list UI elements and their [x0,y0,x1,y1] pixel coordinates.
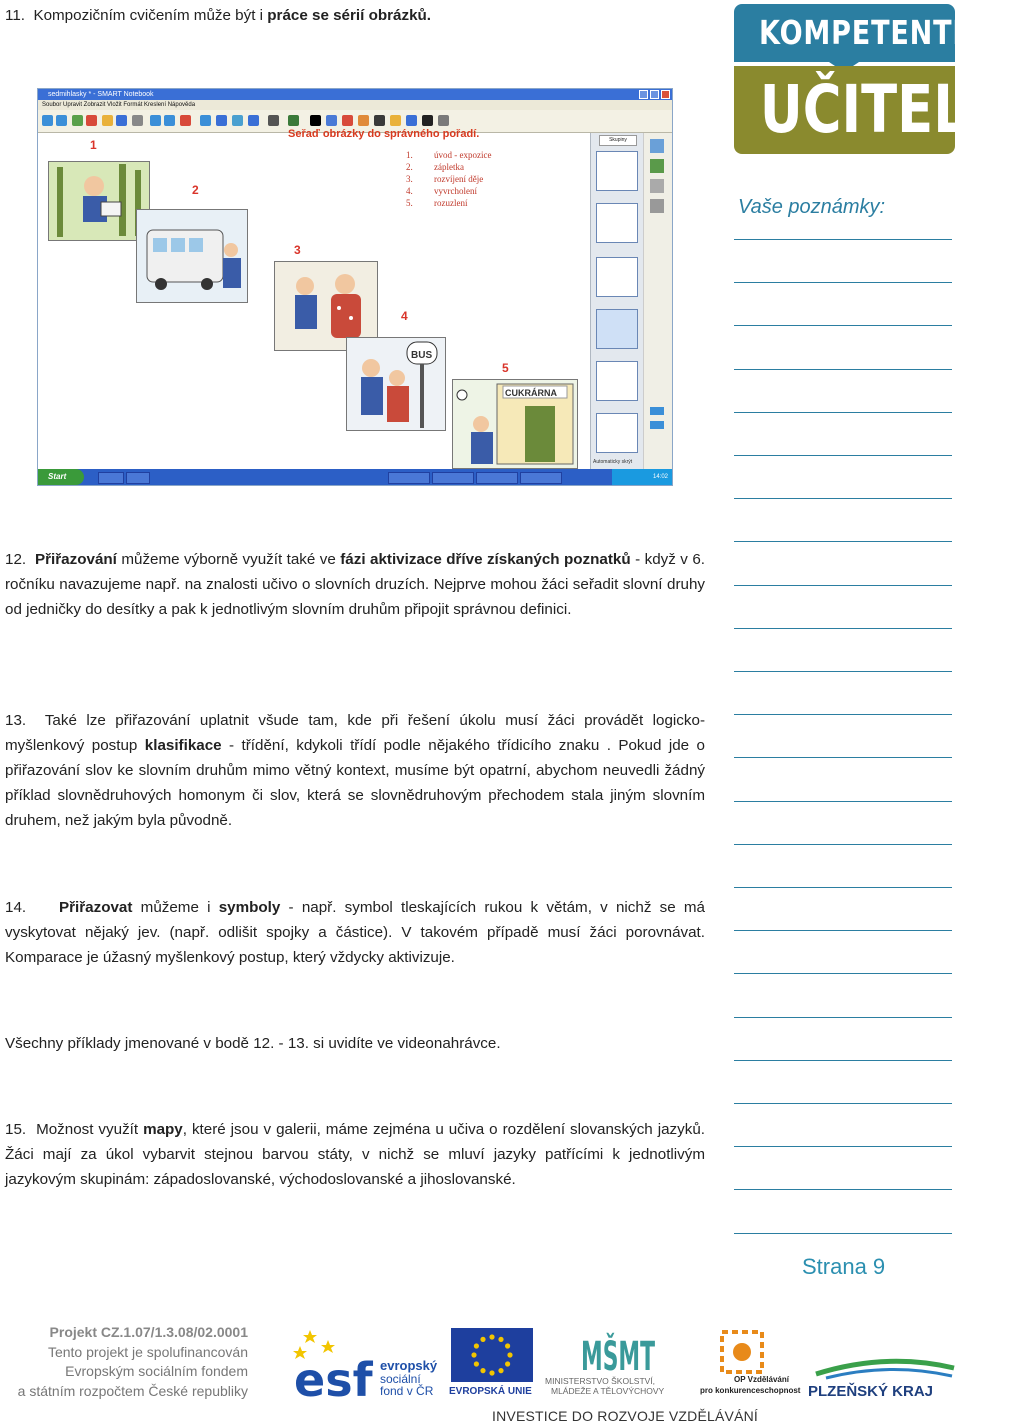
display-icon [216,115,227,126]
note-line [734,282,952,283]
item-11: 11. Kompozičním cvičením může být i práce se sérií obrázků. [5,7,432,24]
page-thumb-23 [596,413,638,453]
pic-number-4: 4 [401,309,408,323]
page-sorter [590,133,643,469]
open-icon [102,115,113,126]
select-icon [310,115,321,126]
svg-text:fond v ČR: fond v ČR [380,1384,434,1398]
note-line [734,412,952,413]
capture-icon [248,115,259,126]
svg-text:PLZEŇSKÝ KRAJ: PLZEŇSKÝ KRAJ [808,1383,934,1400]
note-line [734,369,952,370]
attachments-tab-icon [650,179,664,193]
smart-notebook-screenshot [37,88,673,486]
pic-number-5: 5 [502,361,509,375]
note-line [734,930,952,931]
eu-flag-icon [449,1326,535,1396]
picture-4 [346,337,446,431]
kompetentni-ucitel-logo [734,4,987,154]
eu-star [480,1337,485,1342]
taskbar-item [388,472,430,484]
note-line [734,1233,952,1234]
taskbar-item [432,472,474,484]
delete-icon [180,115,191,126]
plzensky-kraj-logo [806,1356,956,1398]
investice-slogan: INVESTICE DO ROZVOJE VZDĚLÁVÁNÍ [492,1408,759,1424]
msmt-logo [543,1326,717,1396]
eu-star [507,1352,512,1357]
gallery-tab-icon [650,159,664,173]
arrow-left-icon [650,407,664,415]
screen-shade-icon [200,115,211,126]
pk-swoosh-icon [806,1356,956,1398]
eu-star [505,1343,510,1348]
close-icon [661,90,670,99]
item-12: 12. Přiřazování můžeme výborně využít také ve fázi aktivizace dříve získaných poznatků - když v 6. ročníku navazujeme např. na znalosti učivo o slovních druzích. Nejprve mohou žáci seřadit slovní druhy od jedničky do desítky a pak k jednotlivým slovním druhům připojit správnou definici. [5,551,705,618]
fill-icon [406,115,417,126]
esf-stars-icon [292,1326,442,1407]
note-line [734,1146,952,1147]
media-icon [288,115,299,126]
item-15: 15. Možnost využít mapy, které jsou v galerii, máme zejména u učiva o rozdělení slovanských jazyků. Žáci mají za úkol vybarvit stejnou barvou státy, v nichž se mluví jazyky patřícími k jednotlivým jazykovým skupinám: západoslovanské, východoslovanské a jihoslovanské. [5,1121,705,1188]
picture-1 [48,161,150,241]
system-tray-clock: 14:02 [612,469,672,485]
delete-page-icon [86,115,97,126]
note-line [734,585,952,586]
svg-text:EVROPSKÁ UNIE: EVROPSKÁ UNIE [449,1386,532,1397]
note-line [734,1189,952,1190]
camera-icon [268,115,279,126]
note-line [734,844,952,845]
note-line [734,757,952,758]
svg-text:MŠMT: MŠMT [581,1334,717,1380]
eu-star [471,1352,476,1357]
eu-star [489,1370,494,1375]
note-line [734,801,952,802]
bus-stop-illustration [137,210,247,302]
page-thumb-21 [596,309,638,349]
page-thumb-18 [596,151,638,191]
minimize-icon [639,90,648,99]
eu-star [480,1368,485,1373]
svg-text:evropský: evropský [380,1358,438,1373]
eu-logo [449,1326,535,1396]
page-thumb-20 [596,257,638,297]
paste-icon [132,115,143,126]
shop-sign-text: CUKRÁRNA [505,388,557,398]
note-line [734,455,952,456]
note-line [734,973,952,974]
notes-title: Vaše poznámky: [738,196,886,218]
note-line [734,325,952,326]
item-13: 13. Také lze přiřazování uplatnit všude tam, kde při řešení úkolu musí žáci provádět logicko-myšlenkový postup klasifikace - třídění, kdykoli třídí podle nějakého třídicího znaku . Pokud jde o přiřazování slov ke slovním druhům mimo větný kontext, musíme být opatrní, abychom neuvedli žádný příklad slovnědruhových homonym či slov, která se slovnědruhovým přechodem stala jiným slovním druhem, než jakým byla původně. [5,712,705,829]
logo-bottom: UČITEL [734,66,955,154]
table-icon [232,115,243,126]
pic-number-3: 3 [294,243,301,257]
postman-forest-illustration [49,162,149,240]
note-line [734,239,952,240]
note-line [734,541,952,542]
video-note: Všechny příklady jmenované v bodě 12. - 13. si uvidíte ve videonahrávce. [5,1035,501,1052]
esf-wordmark: esf [294,1353,373,1407]
item-14: 14. Přiřazovat můžeme i symboly - např. symbol tleskajících rukou k větám, v nichž se má vyskytovat nějaký jev. (např. odlišit spojky a částice). V takovém případě musí žáci porovnávat. Komparace je úžasný myšlenkový postup, který vždycky aktivizuje. [5,899,705,966]
note-line [734,628,952,629]
note-line [734,714,952,715]
taskbar-item [476,472,518,484]
eu-star [498,1368,503,1373]
eraser-icon [358,115,369,126]
pic-number-2: 2 [192,183,199,197]
taskbar-item [520,472,562,484]
auto-hide-label: Automaticky skrýt [593,459,633,465]
op-vzdelavani-logo [700,1326,801,1396]
side-tabs [643,133,672,469]
window-buttons [639,90,670,99]
esf-logo [292,1326,442,1407]
maximize-icon [650,90,659,99]
pages-tab-icon [650,139,664,153]
taskbar-item [98,472,124,484]
page-thumb-19 [596,203,638,243]
save-icon [116,115,127,126]
redo-icon [164,115,175,126]
pen-icon [326,115,337,126]
page-number: Strana 9 [802,1254,886,1279]
eu-star [474,1343,479,1348]
svg-text:sociální: sociální [380,1372,421,1386]
eu-star [489,1334,494,1339]
msmt-emblem-icon [543,1326,717,1396]
svg-text:MLÁDEŽE A TĚLOVÝCHOVY: MLÁDEŽE A TĚLOVÝCHOVY [551,1386,665,1396]
note-line [734,1017,952,1018]
bus-sign-text: BUS [411,350,433,361]
eu-star [498,1337,503,1342]
footer-project-text: Projekt CZ.1.07/1.3.08/02.0001 Tento projekt je spolufinancován Evropským sociálním fondem a státním rozpočtem České republiky [17,1324,248,1399]
note-line [734,498,952,499]
shapes-icon [390,115,401,126]
line-icon [374,115,385,126]
plot-number-list: 1. 2. 3. 4. 5. [406,150,413,208]
forward-icon [56,115,67,126]
menu-bar: Soubor Upravit Zobrazit Vložit Formát Kreslení Nápověda [38,100,672,110]
creative-pen-icon [342,115,353,126]
svg-text:MINISTERSTVO ŠKOLSTVÍ,: MINISTERSTVO ŠKOLSTVÍ, [545,1376,656,1386]
picture-2 [136,209,248,303]
slide-title: Seřaď obrázky do správného pořadí. [288,128,480,140]
eu-star [505,1361,510,1366]
undo-icon [150,115,161,126]
properties-icon [438,115,449,126]
picture-5 [452,379,578,469]
text-icon [422,115,433,126]
svg-text:OP Vzdělávání: OP Vzdělávání [734,1375,789,1384]
svg-text:pro konkurenceschopnost: pro konkurenceschopnost [700,1386,801,1395]
window-titlebar: sedmihlasky * - SMART Notebook [38,89,672,100]
note-line [734,1060,952,1061]
properties-tab-icon [650,199,664,213]
pic-number-1: 1 [90,138,97,152]
windows-taskbar [38,469,672,485]
start-button: Start [38,469,84,485]
bus-sign-illustration [347,338,445,430]
note-line [734,671,952,672]
taskbar-item [126,472,150,484]
plot-stage-list: úvod - expozice zápletka rozvíjení děje vyvrcholení rozuzlení [434,150,492,208]
note-line [734,1103,952,1104]
slide-canvas [44,133,584,469]
page-thumb-22 [596,361,638,401]
eu-star [474,1361,479,1366]
logo-top: KOMPETENTNÍ [734,4,955,62]
groups-button: Skupiny [599,135,637,146]
back-icon [42,115,53,126]
arrow-right-icon [650,421,664,429]
op-emblem-icon [700,1326,801,1396]
note-line [734,887,952,888]
add-page-icon [72,115,83,126]
pastry-shop-illustration [453,380,577,468]
